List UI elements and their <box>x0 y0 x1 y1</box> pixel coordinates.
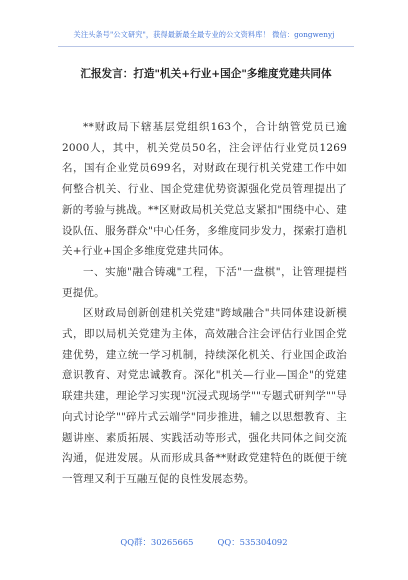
section-heading: 一、实施"融合铸魂"工程，下活"一盘棋"，让管理提档更提优。 <box>62 265 347 299</box>
document-title: 汇报发言：打造"机关+行业+国企"多维度党建共同体 <box>80 68 332 80</box>
paragraph-intro: **财政局下辖基层党组织163个，合计纳管党员已逾2000人，其中，机关党员50名，注会评估行业党员1269名，国有企业党员699名，对财政在现行机关党建工作中如何整合机关、行业、国企党建优势资源强化党员管理提出了新的考验与挑战。**区财政局机关党总支紧扣"围绕中心、建设队伍、服务群众"中心任务，多维度同步发力，探索打造机关+行业+国企多维度党建共同体。 <box>62 121 347 258</box>
footer-qq: QQ：535304092 <box>217 537 288 547</box>
paragraph-section-1: 区财政局创新创建机关党建"跨域融合"共同体建设新模式，即以局机关党建为主体，高效融合注会评估行业国企党建优势，建立统一学习机制，持续深化机关、行业国企政治意识教育、对党忠诚教育。深化"机关—行业—国企"的党建联建共建，理论学习实现"沉浸式现场学""专题式研判学""导向式讨论学""碎片式云端学"同步推进，辅之以思想教育、主题讲座、素质拓展、实践活动等形式，强化共同体之间交流沟通，促进发展。从而形成具备**财政党建特色的既便于统一管理又利于互融互促的良性发展态势。 <box>62 307 347 485</box>
header-divider <box>58 46 354 47</box>
header-note: 关注头条号"公文研究"，获得最新最全最专业的公文资料库！ 微信：gongwenyj <box>73 30 335 39</box>
footer-qq-group: QQ群：30265665 <box>120 537 194 547</box>
footer-contact <box>0 536 408 548</box>
document-body <box>62 117 347 490</box>
